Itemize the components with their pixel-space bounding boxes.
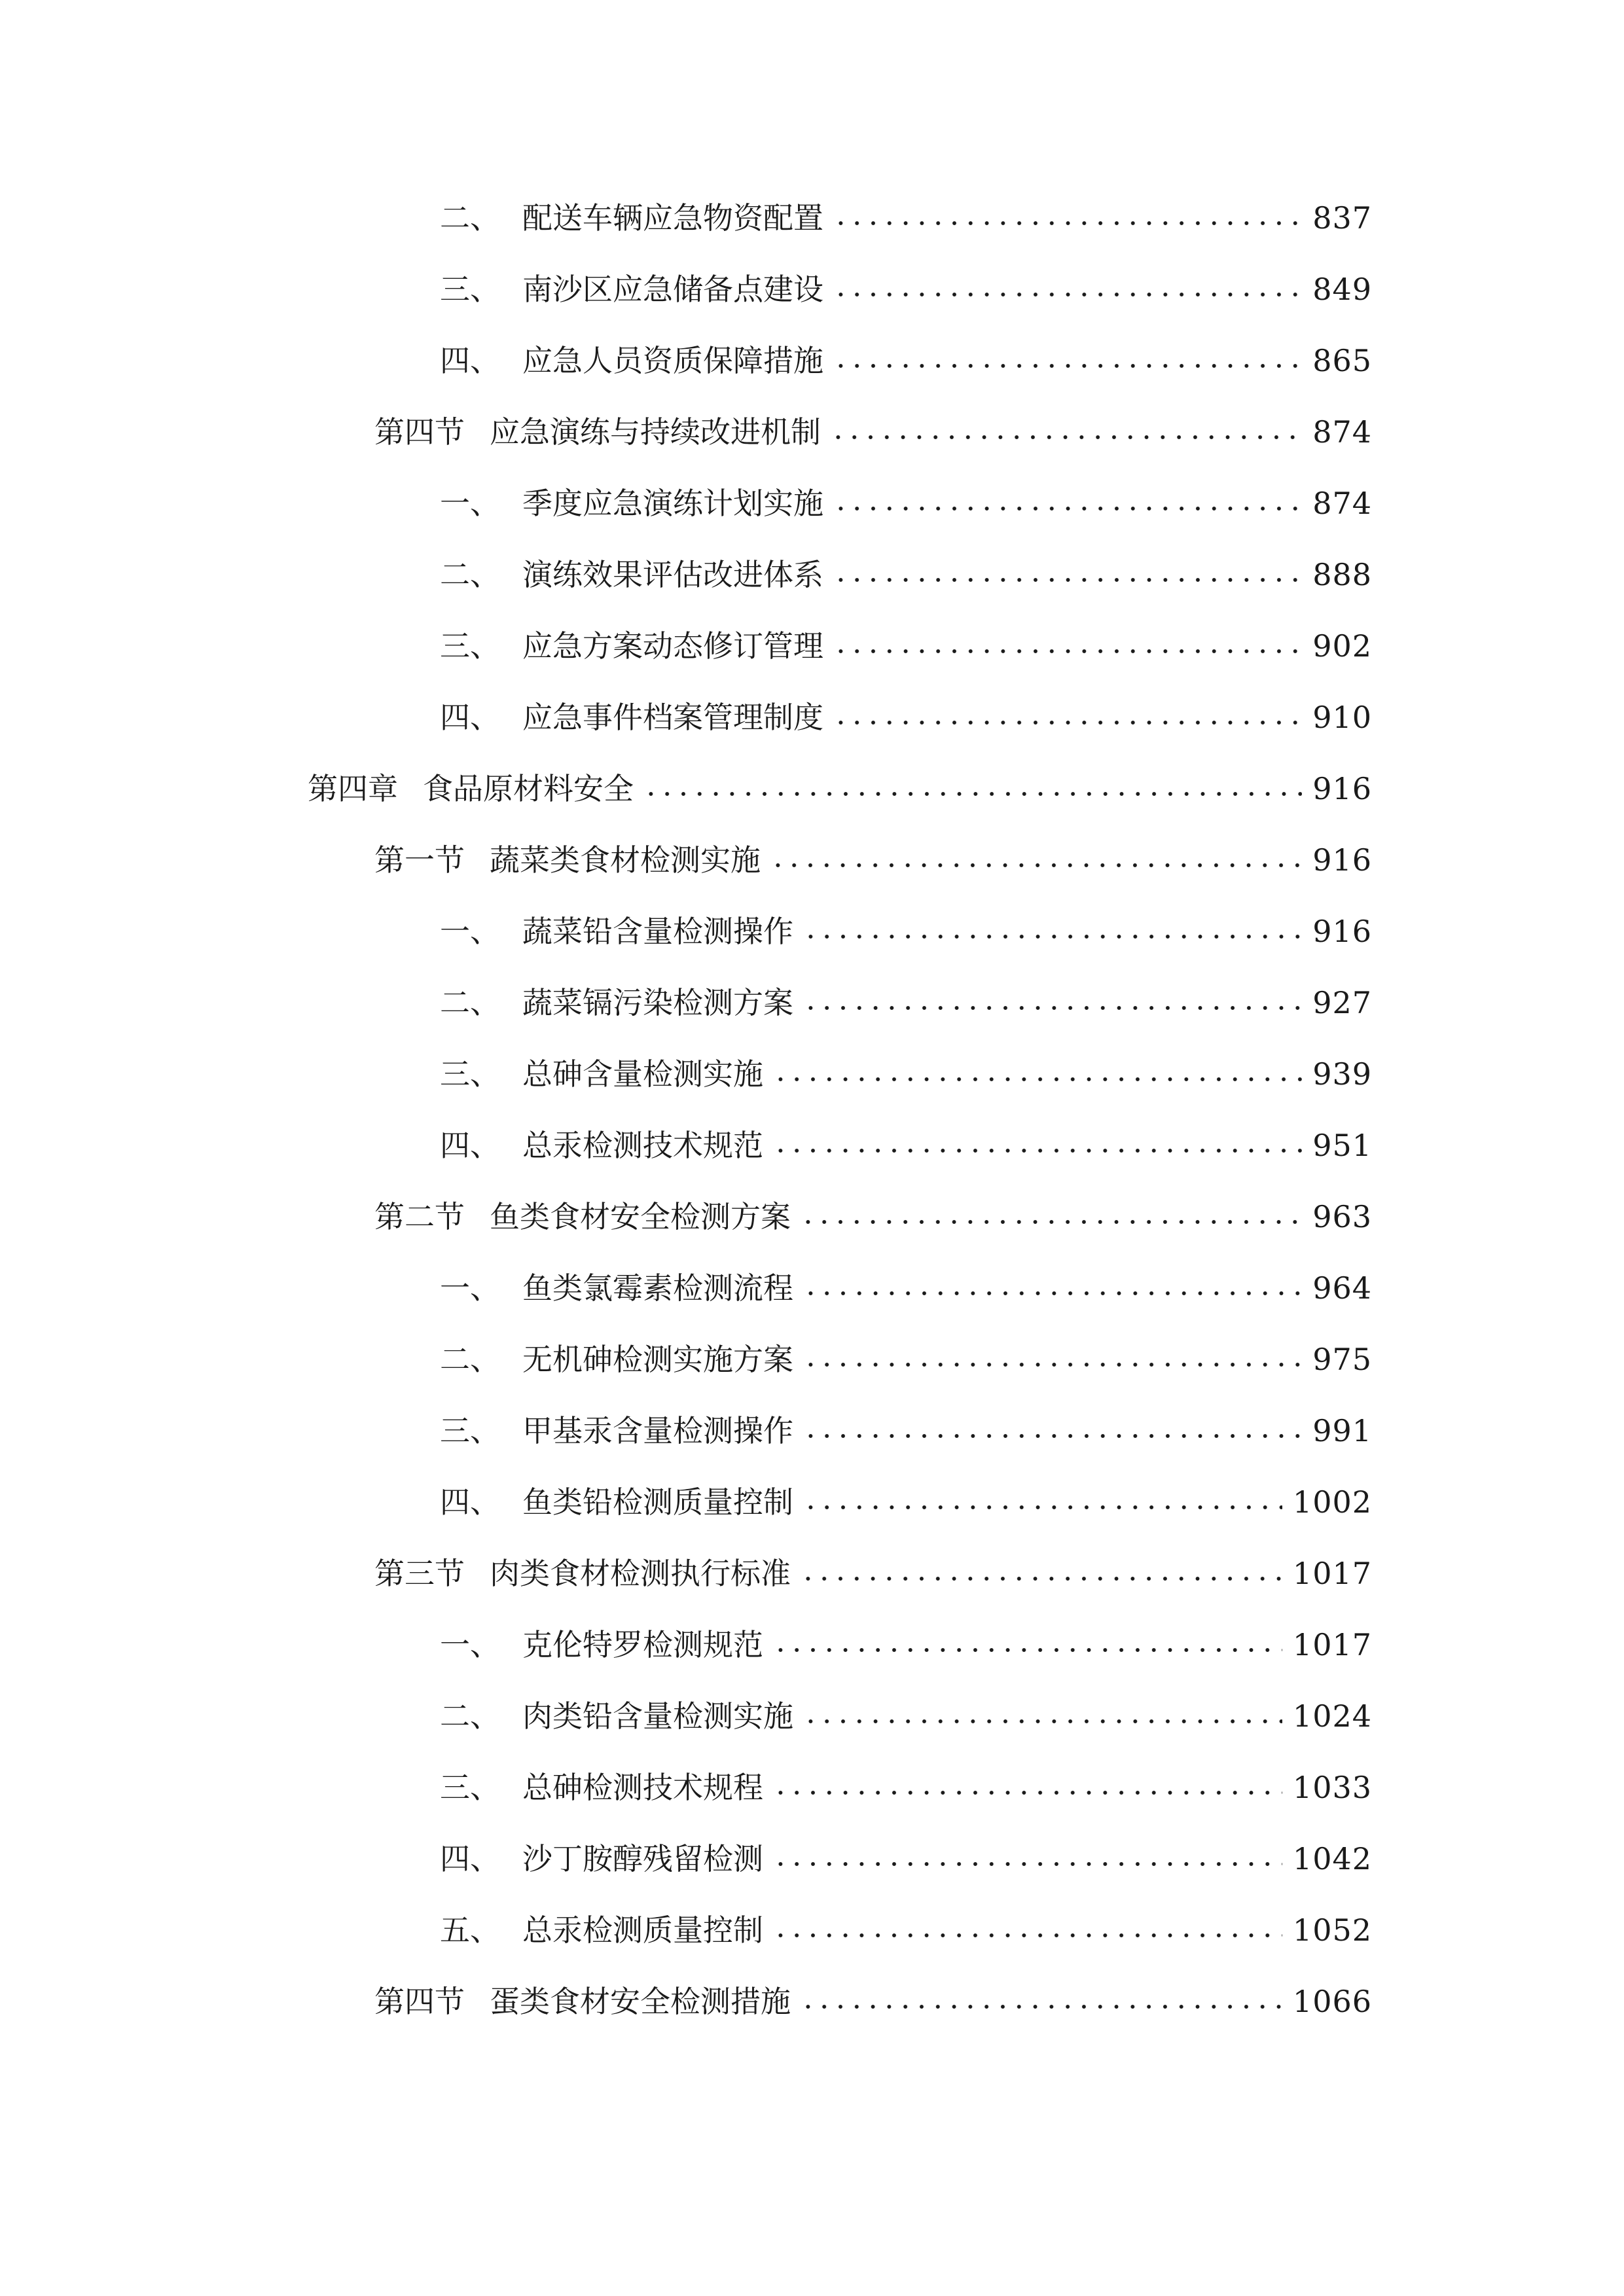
toc-entry[interactable]	[440, 1761, 1372, 1814]
dot-leader	[803, 1476, 1282, 1528]
toc-entry-number: 二、	[440, 1342, 500, 1377]
dot-leader	[772, 1119, 1302, 1172]
toc-entry[interactable]	[374, 1191, 1372, 1243]
toc-entry[interactable]	[308, 762, 1372, 815]
toc-entry-page: 902	[1312, 628, 1372, 664]
dot-leader	[772, 1761, 1282, 1814]
toc-entry-number: 一、	[440, 914, 500, 949]
toc-entry-number: 第四节	[374, 1984, 465, 2019]
toc-entry-number: 第四节	[374, 414, 465, 450]
toc-entry-title: 食品原材料安全	[423, 771, 634, 806]
toc-entry-number: 四、	[440, 700, 500, 735]
dot-leader	[833, 192, 1302, 244]
dot-leader	[833, 334, 1302, 387]
toc-entry-number: 四、	[440, 1841, 500, 1876]
toc-entry-page: 1002	[1292, 1484, 1372, 1520]
dot-leader	[803, 977, 1302, 1029]
dot-leader	[803, 1405, 1302, 1457]
toc-entry-page: 1017	[1292, 1556, 1372, 1591]
toc-entry[interactable]	[440, 477, 1372, 529]
toc-entry-title: 肉类铅含量检测实施	[522, 1698, 793, 1734]
dot-leader	[770, 834, 1302, 886]
toc-entry-title: 蛋类食材安全检测措施	[490, 1984, 791, 2019]
toc-entry[interactable]	[440, 977, 1372, 1029]
toc-entry-page: 916	[1312, 842, 1372, 878]
toc-entry-page: 865	[1312, 343, 1372, 378]
toc-entry-number: 三、	[440, 272, 500, 307]
toc-entry-page: 849	[1312, 272, 1372, 307]
toc-entry[interactable]	[440, 1690, 1372, 1742]
toc-entry[interactable]	[440, 1333, 1372, 1386]
toc-entry-title: 应急人员资质保障措施	[522, 343, 823, 378]
toc-entry-page: 1066	[1292, 1984, 1372, 2019]
toc-entry-number: 二、	[440, 200, 500, 236]
toc-entry[interactable]	[440, 905, 1372, 958]
toc-entry[interactable]	[440, 1262, 1372, 1314]
toc-entry-number: 一、	[440, 486, 500, 521]
toc-entry[interactable]	[374, 1547, 1372, 1600]
toc-entry-page: 910	[1312, 700, 1372, 735]
toc-entry-title: 总汞检测质量控制	[522, 1912, 763, 1948]
dot-leader	[803, 1333, 1302, 1386]
toc-entry-title: 蔬菜镉污染检测方案	[522, 985, 793, 1020]
toc-entry-title: 无机砷检测实施方案	[522, 1342, 793, 1377]
toc-entry[interactable]	[440, 334, 1372, 387]
toc-entry-page: 975	[1312, 1342, 1372, 1377]
toc-entry-number: 四、	[440, 1128, 500, 1163]
toc-entry-title: 应急演练与持续改进机制	[490, 414, 821, 450]
toc-entry[interactable]	[440, 1833, 1372, 1885]
toc-entry-title: 沙丁胺醇残留检测	[522, 1841, 763, 1876]
toc-entry-number: 一、	[440, 1270, 500, 1306]
dot-leader	[772, 1904, 1282, 1956]
toc-entry-number: 四、	[440, 343, 500, 378]
toc-entry-number: 第三节	[374, 1556, 465, 1591]
toc-entry-page: 916	[1312, 914, 1372, 949]
toc-entry[interactable]	[440, 620, 1372, 672]
toc-entry-page: 1052	[1292, 1912, 1372, 1948]
toc-entry[interactable]	[440, 263, 1372, 315]
toc-entry-title: 鱼类氯霉素检测流程	[522, 1270, 793, 1306]
dot-leader	[772, 1833, 1282, 1885]
toc-entry-number: 第一节	[374, 842, 465, 878]
toc-entry[interactable]	[440, 1405, 1372, 1457]
toc-entry-page: 991	[1312, 1413, 1372, 1448]
toc-entry-page: 1017	[1292, 1627, 1372, 1662]
toc-entry-number: 二、	[440, 1698, 500, 1734]
toc-entry-number: 二、	[440, 557, 500, 592]
toc-entry-title: 总汞检测技术规范	[522, 1128, 763, 1163]
toc-entry-page: 1042	[1292, 1841, 1372, 1876]
toc-entry[interactable]	[440, 691, 1372, 744]
toc-entry-title: 蔬菜类食材检测实施	[490, 842, 761, 878]
toc-entry-number: 三、	[440, 1770, 500, 1805]
toc-entry[interactable]	[440, 1619, 1372, 1671]
toc-entry-title: 鱼类食材安全检测方案	[490, 1199, 791, 1234]
toc-entry-number: 第四章	[308, 771, 398, 806]
dot-leader	[833, 263, 1302, 315]
dot-leader	[800, 1547, 1282, 1600]
toc-entry[interactable]	[374, 406, 1372, 458]
dot-leader	[800, 1191, 1302, 1243]
toc-entry[interactable]	[440, 1476, 1372, 1528]
toc-entry-page: 927	[1312, 985, 1372, 1020]
toc-entry-title: 甲基汞含量检测操作	[522, 1413, 793, 1448]
toc-entry-page: 963	[1312, 1199, 1372, 1234]
dot-leader	[833, 477, 1302, 529]
dot-leader	[772, 1619, 1282, 1671]
dot-leader	[833, 691, 1302, 744]
toc-entry[interactable]	[440, 1904, 1372, 1956]
toc-entry-number: 五、	[440, 1912, 500, 1948]
toc-entry-number: 第二节	[374, 1199, 465, 1234]
toc-entry-number: 一、	[440, 1627, 500, 1662]
dot-leader	[833, 548, 1302, 601]
toc-entry-page: 916	[1312, 771, 1372, 806]
toc-entry[interactable]	[440, 1048, 1372, 1100]
dot-leader	[803, 1262, 1302, 1314]
toc-entry-number: 三、	[440, 1056, 500, 1092]
toc-entry-title: 总砷检测技术规程	[522, 1770, 763, 1805]
toc-entry-title: 鱼类铅检测质量控制	[522, 1484, 793, 1520]
toc-entry-page: 1033	[1292, 1770, 1372, 1805]
toc-entry-page: 874	[1312, 486, 1372, 521]
toc-entry-title: 演练效果评估改进体系	[522, 557, 823, 592]
toc-entry-title: 配送车辆应急物资配置	[522, 200, 823, 236]
toc-entry-page: 837	[1312, 200, 1372, 236]
toc-entry-title: 南沙区应急储备点建设	[522, 272, 823, 307]
toc-entry-number: 四、	[440, 1484, 500, 1520]
toc-entry-page: 1024	[1292, 1698, 1372, 1734]
toc-entry-title: 克伦特罗检测规范	[522, 1627, 763, 1662]
toc-entry-page: 874	[1312, 414, 1372, 450]
dot-leader	[643, 762, 1302, 815]
dot-leader	[833, 620, 1302, 672]
toc-entry[interactable]	[374, 1975, 1372, 2028]
toc-entry-title: 应急事件档案管理制度	[522, 700, 823, 735]
toc-entry-number: 三、	[440, 628, 500, 664]
dot-leader	[803, 1690, 1282, 1742]
dot-leader	[772, 1048, 1302, 1100]
toc-entry-title: 总砷含量检测实施	[522, 1056, 763, 1092]
dot-leader	[800, 1975, 1282, 2028]
toc-entry-page: 951	[1312, 1128, 1372, 1163]
dot-leader	[803, 905, 1302, 958]
toc-entry-page: 939	[1312, 1056, 1372, 1092]
toc-entry-page: 888	[1312, 557, 1372, 592]
dot-leader	[830, 406, 1302, 458]
toc-entry-title: 肉类食材检测执行标准	[490, 1556, 791, 1591]
toc-entry-title: 季度应急演练计划实施	[522, 486, 823, 521]
toc-entry-title: 应急方案动态修订管理	[522, 628, 823, 664]
toc-entry[interactable]	[440, 548, 1372, 601]
toc-entry-number: 二、	[440, 985, 500, 1020]
toc-entry-number: 三、	[440, 1413, 500, 1448]
toc-entry[interactable]	[440, 1119, 1372, 1172]
toc-entry[interactable]	[440, 192, 1372, 244]
toc-entry-page: 964	[1312, 1270, 1372, 1306]
toc-entry[interactable]	[374, 834, 1372, 886]
toc-entry-title: 蔬菜铅含量检测操作	[522, 914, 793, 949]
